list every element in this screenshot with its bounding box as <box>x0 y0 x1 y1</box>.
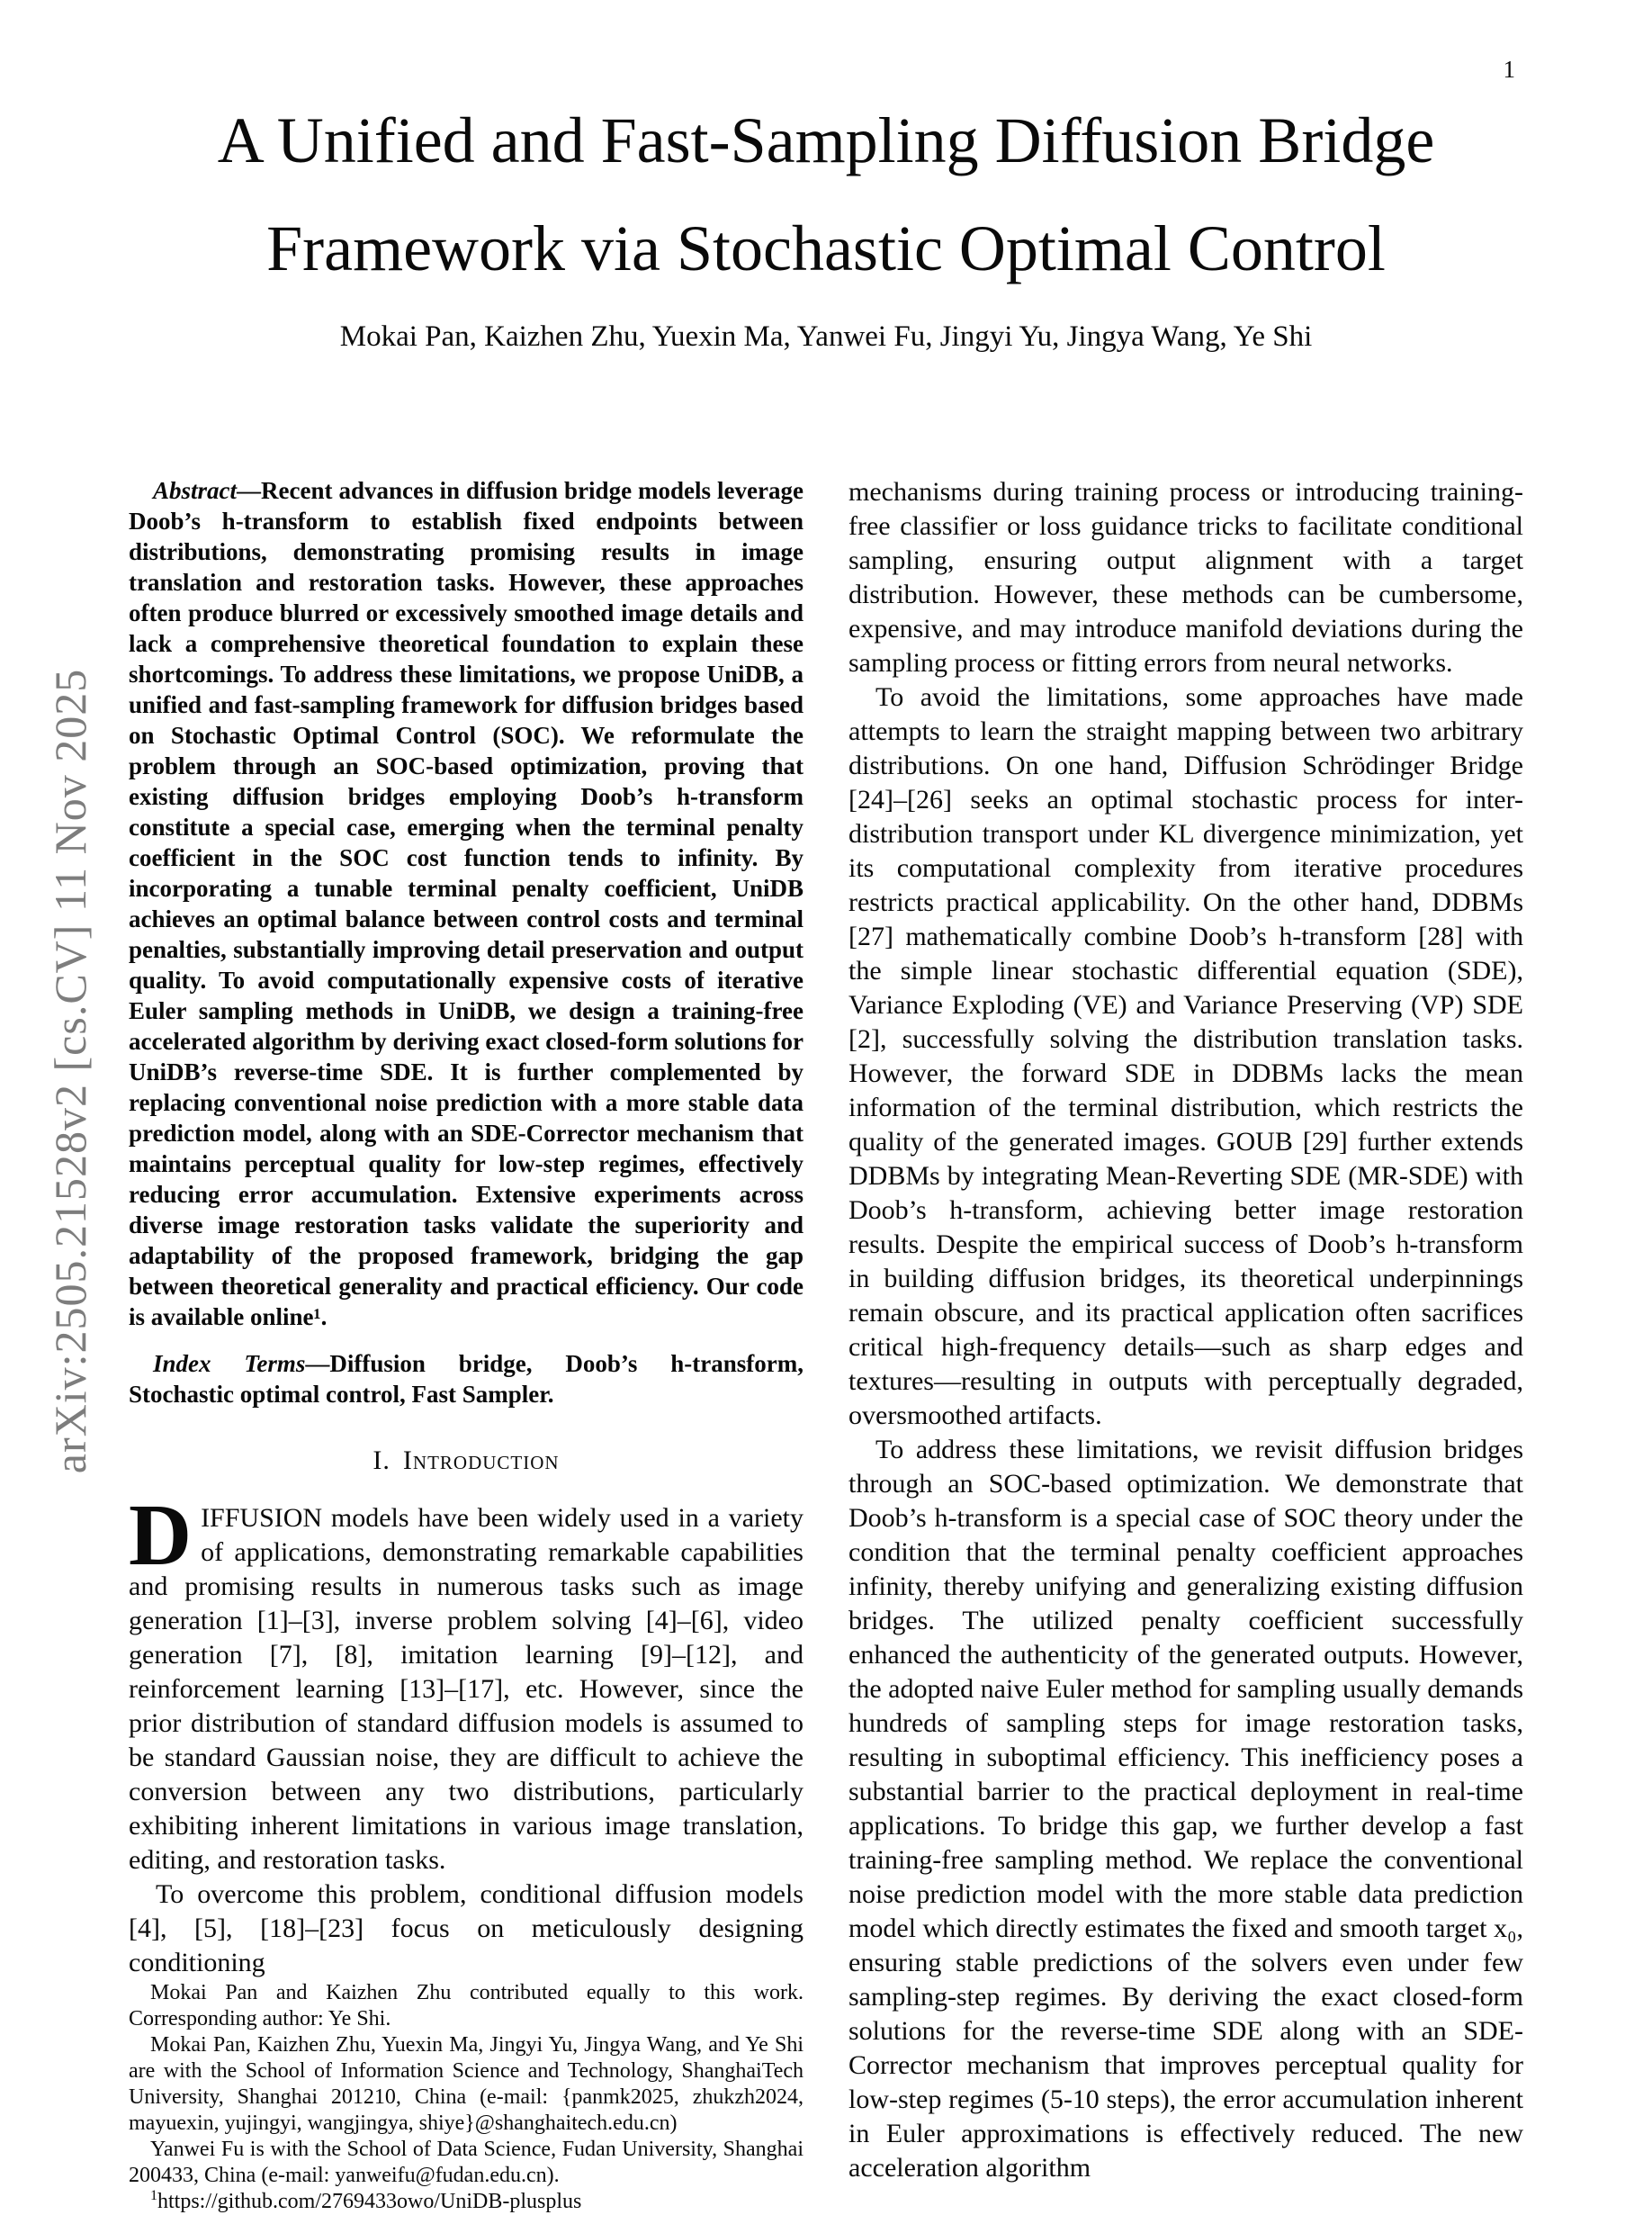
index-terms-text: —Diffusion bridge, Doob’s h-transform, Stochastic optimal control, Fast Sampler. <box>129 1350 804 1408</box>
left-column <box>129 475 804 2213</box>
section-heading-introduction <box>129 1445 804 1476</box>
right-paragraph-2: To avoid the limitations, some approaches have made attempts to learn the straight mapping between two arbitrary distributions. On one hand, Diffusion Schrödinger Bridge [24]–[26] seeks an optimal stochastic process for inter-distribution transport under KL divergence minimization, yet its computational complexity from iterative procedures restricts practical applicability. On the other hand, DDBMs [27] mathematically combine Doob’s h-transform [28] with the simple linear stochastic differential equation (SDE), Variance Exploding (VE) and Variance Preserving (VP) SDE [2], successfully solving the distribution translation tasks. However, the forward SDE in DDBMs lacks the mean information of the terminal distribution, which restricts the quality of the generated images. GOUB [29] further extends DDBMs by integrating Mean-Reverting SDE (MR-SDE) with Doob’s h-transform, achieving better image restoration results. Despite the empirical success of Doob’s h-transform in building diffusion bridges, its theoretical underpinnings remain obscure, and its practical application often sacrifices critical high-frequency details—such as sharp edges and textures—resulting in outputs with perceptually degraded, oversmoothed artifacts. <box>848 682 1523 1430</box>
paper-title-line-1: A Unified and Fast-Sampling Diffusion Bridge <box>217 104 1435 176</box>
right-paragraph-3: To address these limitations, we revisit diffusion bridges through an SOC-based optimization. We demonstrate that Doob’s h-transform is a special case of SOC theory under the condition that the terminal penalty coefficient approaches infinity, thereby unifying and generalizing existing diffusion bridges. The utilized penalty coefficient successfully enhanced the authenticity of the generated outputs. However, the adopted naive Euler method for sampling usually demands hundreds of sampling steps for image restoration tasks, resulting in suboptimal efficiency. This inefficiency poses a substantial barrier to the practical deployment in real-time applications. To bridge this gap, we further develop a fast training-free sampling method. We replace the conventional noise prediction model with the more stable data prediction model which directly estimates the fixed and smooth target x₀, ensuring stable predictions of the solvers even under few sampling-step regimes. By deriving the exact closed-form solutions for the reverse-time SDE along with an SDE-Corrector mechanism that improves perceptual quality for low-step regimes (5-10 steps), the error accumulation inherent in Euler approximations is effectively reduced. The new acceleration algorithm <box>848 1435 1523 2183</box>
footnote-marker: 1 <box>150 2188 157 2203</box>
abstract-paragraph <box>129 475 804 1332</box>
index-terms-paragraph <box>129 1348 804 1409</box>
intro-paragraph-1 <box>129 1487 804 1877</box>
abstract-text: —Recent advances in diffusion bridge models leverage Doob’s h-transform to establish fixed endpoints between distributions, demonstrating promising results in image translation and restoration tasks. However, these approaches often produce blurred or excessively smoothed image details and lack a comprehensive theoretical foundation to explain these shortcomings. To address these limitations, we propose UniDB, a unified and fast-sampling framework for diffusion bridges based on Stochastic Optimal Control (SOC). We reformulate the problem through an SOC-based optimization, proving that existing diffusion bridges employing Doob’s h-transform constitute a special case, emerging when the terminal penalty coefficient in the SOC cost function tends to infinity. By incorporating a tunable terminal penalty coefficient, UniDB achieves an optimal balance between control costs and terminal penalties, substantially improving detail preservation and output quality. To avoid computationally expensive costs of iterative Euler sampling methods in UniDB, we design a training-free accelerated algorithm by deriving exact closed-form solutions for UniDB’s reverse-time SDE. It is further complemented by replacing conventional noise prediction with a more stable data prediction model, along with an SDE-Corrector mechanism that maintains perceptual quality for low-step regimes, effectively reducing error accumulation. Extensive experiments across diverse image restoration tasks validate the superiority and adaptability of the proposed framework, bridging the gap between theoretical generality and practical efficiency. Our code is available online¹. <box>129 477 804 1330</box>
footnote-affiliation-shanghaitech: Mokai Pan, Kaizhen Zhu, Yuexin Ma, Jingyi Yu, Jingya Wang, and Ye Shi are with the School of Information Science and Technology, ShanghaiTech University, Shanghai 201210, China (e-mail: {panmk2025, zhukzh2024, mayuexin, yujingyi, wangjingya, shiye}@shanghaitech.edu.cn) <box>129 2033 804 2135</box>
intro-paragraph-1-text: IFFUSION models have been widely used in a variety of applications, demonstrating remarkable capabilities and promising results in numerous tasks such as image generation [1]–[3], inverse problem solving [4]–[6], video generation [7], [8], imitation learning [9]–[12], and reinforcement learning [13]–[17], etc. However, since the prior distribution of standard diffusion models is assumed to be standard Gaussian noise, they are difficult to achieve the conversion between any two distributions, particularly exhibiting inherent limitations in various image translation, editing, and restoration tasks. <box>129 1503 804 1875</box>
section-number: I. <box>373 1445 391 1475</box>
paper-title <box>0 86 1652 302</box>
abstract-label: Abstract <box>153 477 238 504</box>
paper-title-line-2: Framework via Stochastic Optimal Control <box>266 212 1386 284</box>
two-column-body <box>129 475 1523 2213</box>
dropcap-letter: D <box>129 1487 193 1583</box>
intro-paragraph-2: To overcome this problem, conditional diffusion models [4], [5], [18]–[23] focus on meticulously designing conditioning <box>129 1879 804 1977</box>
paper-header <box>0 0 1652 355</box>
section-title: Introduction <box>402 1445 560 1475</box>
right-column <box>848 475 1523 2183</box>
page-number: 1 <box>1503 56 1515 83</box>
index-terms-label: Index Terms <box>153 1350 306 1377</box>
right-paragraph-1: mechanisms during training process or introducing training-free classifier or loss guidance tricks to facilitate conditional sampling, ensuring output alignment with a target distribution. However, these methods can be cumbersome, expensive, and may introduce manifold deviations during the sampling process or fitting errors from neural networks. <box>848 477 1523 678</box>
footnote-affiliation-fudan: Yanwei Fu is with the School of Data Science, Fudan University, Shanghai 200433, China (e-mail: yanweifu@fudan.edu.cn). <box>129 2138 804 2187</box>
code-repository-link[interactable]: https://github.com/2769433owo/UniDB-plusplus <box>157 2190 582 2213</box>
paper-authors: Mokai Pan, Kaizhen Zhu, Yuexin Ma, Yanwei Fu, Jingyi Yu, Jingya Wang, Ye Shi <box>339 320 1313 353</box>
footnote-contribution: Mokai Pan and Kaizhen Zhu contributed equally to this work. Corresponding author: Ye Shi. <box>129 1981 804 2030</box>
footnote-block <box>129 1980 804 2215</box>
footnote-code <box>129 2189 804 2215</box>
arxiv-stamp: arXiv:2505.21528v2 [cs.CV] 11 Nov 2025 <box>45 668 95 1474</box>
